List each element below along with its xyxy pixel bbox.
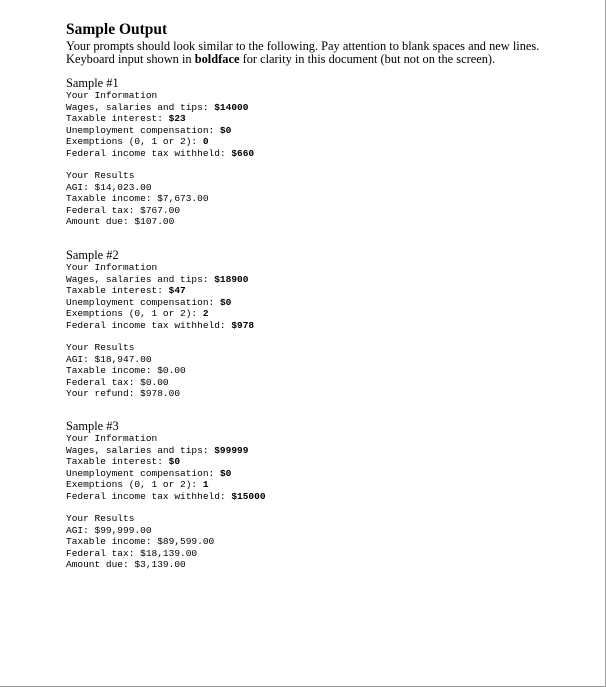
withheld-label: Federal income tax withheld:: [66, 147, 232, 159]
intro-line-1: Your prompts should look similar to the following. Pay attention to blank spaces and new lines.: [66, 39, 540, 53]
withheld-line: [66, 491, 266, 503]
intro-line-2-suffix: for clarity in this document (but not on the screen).: [239, 52, 496, 66]
info-header: Your Information: [66, 90, 158, 101]
unemployment-label: Unemployment compensation:: [66, 124, 220, 136]
intro-line-2-bold: boldface: [194, 52, 240, 66]
final-amount-line: Your refund: $978.00: [66, 388, 181, 399]
sample-block-3: [66, 420, 266, 571]
sample-block-2: [66, 249, 254, 400]
intro-line-2-prefix: Keyboard input shown in: [66, 52, 195, 66]
withheld-label: Federal income tax withheld:: [66, 490, 232, 502]
wages-label: Wages, salaries and tips:: [66, 273, 215, 285]
interest-label: Taxable interest:: [66, 285, 169, 296]
results-header: Your Results: [66, 342, 135, 353]
exemptions-line: [66, 479, 266, 491]
exemptions-input: 0: [202, 136, 209, 147]
exemptions-line: [66, 308, 254, 320]
wages-label: Wages, salaries and tips:: [66, 444, 215, 456]
exemptions-label: Exemptions (0, 1 or 2):: [66, 479, 203, 490]
exemptions-input: 2: [202, 308, 209, 319]
interest-line: [66, 456, 266, 468]
agi-line: AGI: $18,947.00: [66, 353, 152, 365]
wages-input: $18900: [214, 273, 249, 285]
final-amount-line: Amount due: $107.00: [66, 216, 175, 227]
info-header: Your Information: [66, 433, 158, 444]
taxable-income-line: Taxable income: $0.00: [66, 365, 186, 376]
sample-heading: Sample #1: [66, 76, 119, 90]
unemployment-line: [66, 297, 254, 309]
unemployment-line: [66, 125, 254, 137]
withheld-label: Federal income tax withheld:: [66, 319, 232, 331]
sample-block-1: [66, 77, 254, 228]
withheld-input: $15000: [231, 490, 266, 502]
interest-line: [66, 285, 254, 297]
blank-line: [66, 331, 254, 342]
unemployment-label: Unemployment compensation:: [66, 467, 220, 479]
wages-input: $99999: [214, 444, 249, 456]
unemployment-label: Unemployment compensation:: [66, 296, 220, 308]
federal-tax-line: Federal tax: $0.00: [66, 376, 169, 388]
interest-line: [66, 113, 254, 125]
withheld-line: [66, 148, 254, 160]
sample-heading: Sample #3: [66, 419, 119, 433]
exemptions-line: [66, 136, 254, 148]
wages-line: [66, 274, 254, 286]
final-amount-line: Amount due: $3,139.00: [66, 559, 186, 570]
agi-line: AGI: $99,999.00: [66, 524, 152, 536]
agi-line: AGI: $14,023.00: [66, 181, 152, 193]
federal-tax-line: Federal tax: $767.00: [66, 204, 181, 216]
results-header: Your Results: [66, 170, 135, 181]
exemptions-label: Exemptions (0, 1 or 2):: [66, 136, 203, 147]
unemployment-input: $0: [219, 124, 232, 136]
unemployment-line: [66, 468, 266, 480]
document-content: [66, 22, 586, 66]
results-header: Your Results: [66, 513, 135, 524]
federal-tax-line: Federal tax: $18,139.00: [66, 547, 198, 559]
taxable-income-line: Taxable income: $89,599.00: [66, 536, 215, 547]
blank-line: [66, 159, 254, 170]
intro-paragraph: [66, 40, 586, 66]
wages-line: [66, 445, 266, 457]
unemployment-input: $0: [219, 467, 232, 479]
wages-input: $14000: [214, 101, 249, 113]
document-title: Sample Output: [66, 21, 168, 38]
interest-input: $23: [168, 113, 186, 124]
withheld-input: $660: [231, 147, 255, 159]
interest-input: $47: [168, 285, 186, 296]
exemptions-input: 1: [202, 479, 209, 490]
wages-label: Wages, salaries and tips:: [66, 101, 215, 113]
blank-line: [66, 502, 266, 513]
wages-line: [66, 102, 254, 114]
interest-label: Taxable interest:: [66, 456, 169, 467]
sample-heading: Sample #2: [66, 248, 119, 262]
unemployment-input: $0: [219, 296, 232, 308]
withheld-input: $978: [231, 319, 255, 331]
info-header: Your Information: [66, 262, 158, 273]
withheld-line: [66, 320, 254, 332]
exemptions-label: Exemptions (0, 1 or 2):: [66, 308, 203, 319]
interest-input: $0: [168, 456, 181, 467]
taxable-income-line: Taxable income: $7,673.00: [66, 193, 209, 204]
interest-label: Taxable interest:: [66, 113, 169, 124]
